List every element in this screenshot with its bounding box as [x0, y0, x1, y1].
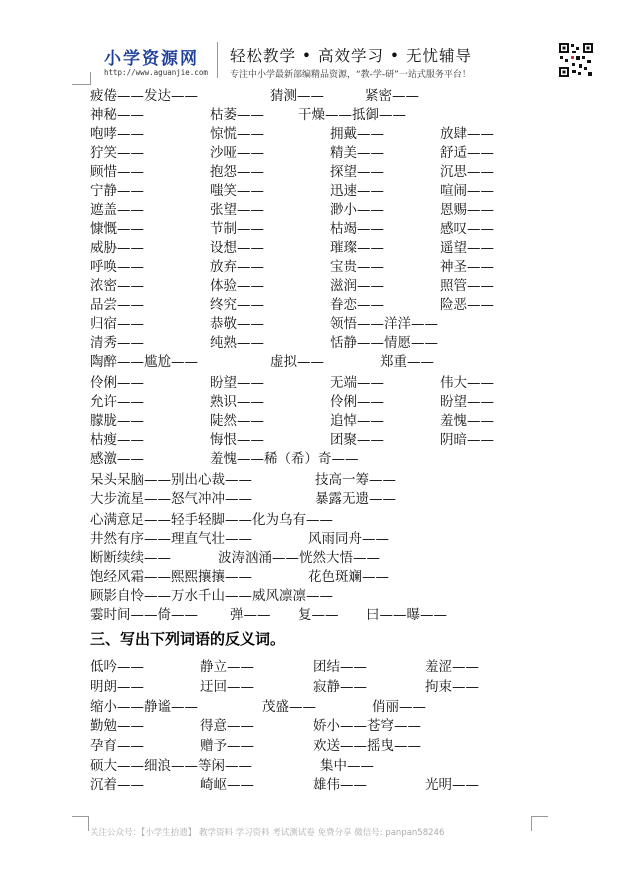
- word-item: 寂静——: [313, 679, 367, 695]
- word-item: 硕大——细浪——等闲——: [90, 758, 252, 774]
- word-row: [0, 295, 621, 315]
- word-item: 险恶——: [440, 297, 494, 313]
- word-item: 狞笑——: [90, 145, 144, 161]
- word-row: [0, 756, 621, 776]
- word-row: [0, 314, 621, 334]
- word-item: 井然有序——理直气壮——: [90, 531, 252, 547]
- page-footer: 关注公众号：【小学生拾遗】 教学资料 学习资料 考试测试卷 免费分享 微信号: panpan58246: [90, 828, 445, 838]
- word-item: 大步流星——怒气冲冲——: [90, 491, 252, 507]
- word-item: 张望——: [210, 202, 264, 218]
- word-row: [0, 105, 621, 125]
- word-item: 阴暗——: [440, 432, 494, 448]
- word-item: 体验——: [210, 278, 264, 294]
- word-item: 终究——: [210, 297, 264, 313]
- word-item: 干燥——抵御——: [298, 107, 406, 123]
- crop-mark-bottom-left: [72, 816, 89, 831]
- word-item: 郑重——: [380, 354, 434, 370]
- word-item: 心满意足——轻手轻脚——化为乌有——: [90, 512, 333, 528]
- word-item: 枯瘦——: [90, 432, 144, 448]
- word-row: [0, 257, 621, 277]
- word-item: 盼望——: [210, 375, 264, 391]
- word-item: 曰——曝——: [366, 607, 447, 623]
- word-row: [0, 736, 621, 756]
- word-item: 神圣——: [440, 259, 494, 275]
- word-item: 喧闹——: [440, 183, 494, 199]
- word-item: 品尝——: [90, 297, 144, 313]
- word-item: 眷恋——: [330, 297, 384, 313]
- word-item: 浓密——: [90, 278, 144, 294]
- word-item: 陡然——: [210, 413, 264, 429]
- word-item: 璀璨——: [330, 240, 384, 256]
- word-item: 渺小——: [330, 202, 384, 218]
- word-item: 花色斑斓——: [308, 569, 389, 585]
- word-row: [0, 238, 621, 258]
- word-item: 明朗——: [90, 679, 144, 695]
- word-row: [0, 657, 621, 677]
- header-divider: [217, 42, 218, 78]
- word-item: 弹——: [230, 607, 271, 623]
- word-row: [0, 373, 621, 393]
- word-row: [0, 124, 621, 144]
- word-item: 拥戴——: [330, 126, 384, 142]
- word-item: 沉思——: [440, 164, 494, 180]
- word-row: [0, 605, 621, 625]
- word-item: 枯萎——: [210, 107, 264, 123]
- word-row: [0, 489, 621, 509]
- qr-code-icon: [558, 42, 594, 78]
- word-row: [0, 162, 621, 182]
- word-item: 羞愧——: [440, 413, 494, 429]
- word-row: [0, 200, 621, 220]
- word-item: 领悟——洋洋——: [330, 316, 438, 332]
- word-item: 恬静——情愿——: [330, 335, 438, 351]
- word-item: 纯熟——: [210, 335, 264, 351]
- word-item: 团结——: [313, 659, 367, 675]
- word-item: 节制——: [210, 221, 264, 237]
- word-row: [0, 567, 621, 587]
- word-item: 追悼——: [330, 413, 384, 429]
- word-item: 威胁——: [90, 240, 144, 256]
- word-row: [0, 411, 621, 431]
- word-row: [0, 586, 621, 606]
- crop-mark-bottom-right: [531, 816, 548, 831]
- word-item: 紧密——: [365, 88, 419, 104]
- word-item: 滋润——: [330, 278, 384, 294]
- word-row: [0, 677, 621, 697]
- word-item: 勤勉——: [90, 718, 144, 734]
- word-item: 呆头呆脑——别出心裁——: [90, 472, 252, 488]
- word-row: [0, 697, 621, 717]
- word-item: 波涛汹涌——恍然大悟——: [218, 550, 380, 566]
- word-item: 惊慌——: [210, 126, 264, 142]
- word-item: 复——: [298, 607, 339, 623]
- word-item: 虚拟——: [270, 354, 324, 370]
- word-row: [0, 143, 621, 163]
- word-item: 盼望——: [440, 394, 494, 410]
- word-item: 拘束——: [425, 679, 479, 695]
- word-item: 宁静——: [90, 183, 144, 199]
- word-row: [0, 775, 621, 795]
- word-row: [0, 392, 621, 412]
- word-item: 风雨同舟——: [308, 531, 389, 547]
- word-item: 暴露无遗——: [315, 491, 396, 507]
- word-row: [0, 449, 621, 469]
- word-item: 顾惜——: [90, 164, 144, 180]
- word-item: 伶俐——: [90, 375, 144, 391]
- word-item: 顾影自怜——万水千山——威风凛凛——: [90, 588, 333, 604]
- word-row: [0, 276, 621, 296]
- word-item: 沙哑——: [210, 145, 264, 161]
- word-item: 朦胧——: [90, 413, 144, 429]
- word-item: 迂回——: [200, 679, 254, 695]
- word-item: 断断续续——: [90, 550, 171, 566]
- word-item: 感激——: [90, 451, 144, 467]
- word-item: 缩小——静谧——: [90, 699, 198, 715]
- word-item: 孕育——: [90, 738, 144, 754]
- word-item: 娇小——苍穹——: [313, 718, 421, 734]
- word-item: 沉着——: [90, 777, 144, 793]
- word-item: 欢送——摇曳——: [313, 738, 421, 754]
- header-slogan: 轻松教学 • 高效学习 • 无忧辅导: [230, 47, 472, 65]
- word-row: [0, 529, 621, 549]
- word-item: 放弃——: [210, 259, 264, 275]
- word-row: [0, 181, 621, 201]
- word-item: 陶醉——尴尬——: [90, 354, 198, 370]
- word-item: 恭敬——: [210, 316, 264, 332]
- section-3-title: 三、写出下列词语的反义词。: [90, 630, 286, 648]
- word-item: 集中——: [320, 758, 374, 774]
- word-item: 无端——: [330, 375, 384, 391]
- word-item: 熟识——: [210, 394, 264, 410]
- word-item: 遮盖——: [90, 202, 144, 218]
- page-header: [0, 0, 621, 90]
- word-item: 赠予——: [200, 738, 254, 754]
- word-item: 伶俐——: [330, 394, 384, 410]
- word-item: 设想——: [210, 240, 264, 256]
- word-item: 技高一筹——: [315, 472, 396, 488]
- word-row: [0, 716, 621, 736]
- word-item: 抱怨——: [210, 164, 264, 180]
- word-row: [0, 430, 621, 450]
- word-item: 得意——: [200, 718, 254, 734]
- word-item: 宝贵——: [330, 259, 384, 275]
- word-item: 咆哮——: [90, 126, 144, 142]
- word-item: 照管——: [440, 278, 494, 294]
- word-row: [0, 333, 621, 353]
- word-item: 霎时间——倚——: [90, 607, 198, 623]
- word-item: 呼唤——: [90, 259, 144, 275]
- word-item: 悔恨——: [210, 432, 264, 448]
- word-row: [0, 470, 621, 490]
- word-item: 枯竭——: [330, 221, 384, 237]
- word-row: [0, 219, 621, 239]
- word-item: 遥望——: [440, 240, 494, 256]
- word-item: 伟大——: [440, 375, 494, 391]
- word-row: [0, 352, 621, 372]
- word-item: 神秘——: [90, 107, 144, 123]
- word-item: 饱经风霜——熙熙攘攘——: [90, 569, 252, 585]
- word-item: 精美——: [330, 145, 384, 161]
- word-item: 光明——: [425, 777, 479, 793]
- word-item: 羞涩——: [425, 659, 479, 675]
- word-item: 猜测——: [270, 88, 324, 104]
- word-item: 探望——: [330, 164, 384, 180]
- word-item: 恩赐——: [440, 202, 494, 218]
- word-item: 俏丽——: [372, 699, 426, 715]
- word-item: 低吟——: [90, 659, 144, 675]
- site-logo[interactable]: 小学资源网: [104, 49, 199, 69]
- word-item: 舒适——: [440, 145, 494, 161]
- word-item: 清秀——: [90, 335, 144, 351]
- word-item: 团聚——: [330, 432, 384, 448]
- word-item: 疲倦——发达——: [90, 88, 198, 104]
- word-item: 迅速——: [330, 183, 384, 199]
- word-item: 慷慨——: [90, 221, 144, 237]
- word-item: 雄伟——: [313, 777, 367, 793]
- word-item: 感叹——: [440, 221, 494, 237]
- word-item: 静立——: [200, 659, 254, 675]
- crop-mark-top-left: [72, 72, 91, 85]
- word-row: [0, 510, 621, 530]
- site-url[interactable]: http://www.aguanjie.com: [104, 68, 208, 77]
- word-item: 嗤笑——: [210, 183, 264, 199]
- word-row: [0, 548, 621, 568]
- word-item: 羞愧——稀（希）奇——: [210, 451, 359, 467]
- word-item: 允许——: [90, 394, 144, 410]
- word-item: 崎岖——: [200, 777, 254, 793]
- word-item: 归宿——: [90, 316, 144, 332]
- word-item: 茂盛——: [262, 699, 316, 715]
- header-tagline: 专注中小学最新部编精品资源，“教-学-研”一站式服务平台！: [230, 70, 471, 80]
- word-row: [0, 86, 621, 106]
- word-item: 放肆——: [440, 126, 494, 142]
